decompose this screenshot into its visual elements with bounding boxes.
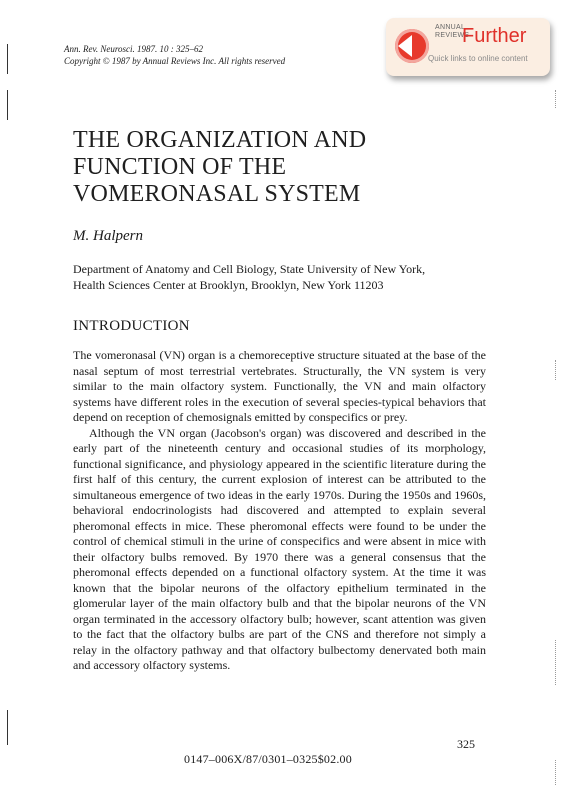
- journal-citation: [64, 44, 285, 67]
- title-line: VOMERONASAL SYSTEM: [73, 181, 361, 207]
- brand-line: ANNUAL: [435, 24, 466, 31]
- paragraph: Although the VN organ (Jacobson's organ) was discovered and described in the early part of the nineteenth century and occasional studies of its morphology, functional significance, and physiology appeared in the scientific literature during the first half of this century, the current explosion of interest can be attributed to the simultaneous emergence of two ideas in the early 1970s. During the 1950s and 1960s, behavioral endocrinologists had discovered and attempted to explain several pheromonal effects in mice. These pheromonal effects were found to be under the control of chemical stimuli in the urine of conspecifics and were absent in mice with their olfactory bulbs removed. By 1970 there was a general consensus that the pheromonal effects depended on a functional olfactory system. At the time it was known that the bipolar neurons of the olfactory epithelium terminated in the glomerular layer of the main olfactory bulb and that the bipolar neurons of the VN organ terminated in the accessory olfactory bulb; however, scant attention was given to the fact that the olfactory bulbs are part of the CNS and therefore not simply a relay in the olfactory pathway and that olfactory bulbectomy denervated both main and accessory olfactory systems.: [73, 425, 486, 672]
- further-subtitle[interactable]: Quick links to online content: [428, 54, 528, 63]
- affiliation-line: Department of Anatomy and Cell Biology, State University of New York,: [73, 262, 426, 276]
- author-name: M. Halpern: [73, 228, 143, 244]
- copyright-line: Copyright © 1987 by Annual Reviews Inc. All rights reserved: [64, 55, 286, 66]
- citation-line: Ann. Rev. Neurosci. 1987. 10 : 325–62: [64, 44, 203, 54]
- paragraph: The vomeronasal (VN) organ is a chemoreceptive structure situated at the base of the nasal septum of most terrestrial vertebrates. Structurally, the VN system is very similar to the main olfactory system. Functionally, the VN and main olfactory systems have different roles in the execution of several species-typical behaviors that depend on reception of chemosignals emitted by conspecifics or prey.: [73, 348, 486, 424]
- article-code: 0147–006X/87/0301–0325$02.00: [184, 752, 352, 766]
- title-line: FUNCTION OF THE: [73, 154, 287, 180]
- author-affiliation: [73, 262, 493, 293]
- scan-edge-marks: [555, 760, 558, 785]
- page-number: 325: [457, 737, 475, 751]
- left-margin-rule: [7, 710, 8, 745]
- scan-edge-marks: [555, 90, 558, 108]
- body-text: [73, 348, 486, 674]
- further-label[interactable]: Further: [462, 25, 527, 47]
- arrow-glyph: [398, 35, 412, 57]
- scan-edge-marks: [555, 360, 558, 380]
- scan-edge-marks: [555, 640, 558, 685]
- brand-line: REVIEWS: [435, 32, 470, 39]
- article-title: [73, 127, 366, 208]
- section-heading: INTRODUCTION: [73, 318, 190, 334]
- left-margin-rule: [7, 90, 8, 120]
- left-margin-rule: [7, 44, 8, 74]
- title-line: THE ORGANIZATION AND: [73, 127, 367, 153]
- affiliation-line: Health Sciences Center at Brooklyn, Brooklyn, New York 11203: [73, 277, 384, 292]
